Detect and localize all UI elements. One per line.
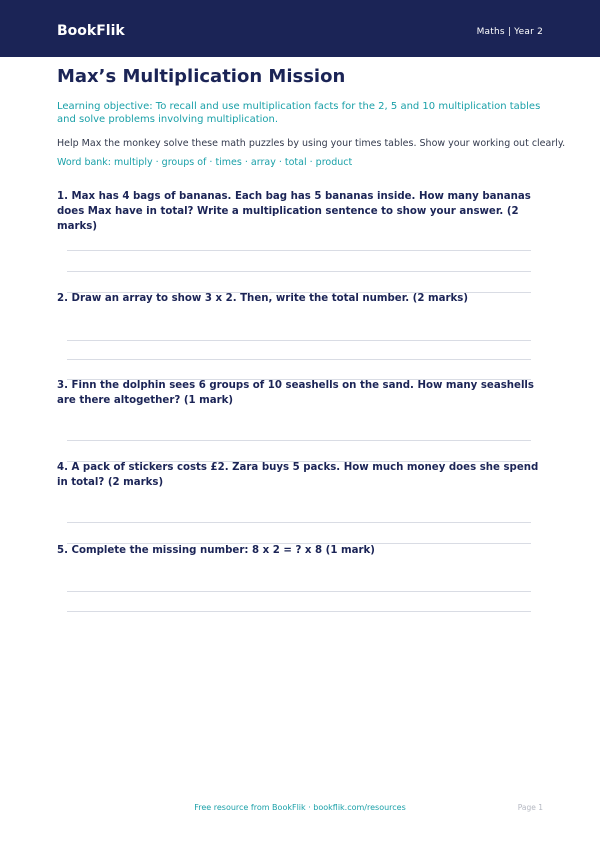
answer-line — [67, 340, 531, 341]
answer-line — [67, 522, 531, 523]
brand-logo-text: BookFlik — [57, 23, 125, 39]
page-header — [0, 0, 600, 57]
question-4: 4. A pack of stickers costs £2. Zara buys 5 packs. How much money does she spend in total? (2 marks) — [57, 462, 539, 488]
answer-line — [67, 359, 531, 360]
learning-objective: Learning objective: To recall and use multiplication facts for the 2, 5 and 10 multiplication tables and solve problems involving multiplication. — [57, 101, 541, 125]
answer-line — [67, 250, 531, 251]
question-1: 1. Max has 4 bags of bananas. Each bag has 5 bananas inside. How many bananas does Max have in total? Write a multiplication sentence to show your answer. (2 marks) — [57, 191, 531, 232]
answer-line — [67, 271, 531, 272]
page-number: Page 1 — [517, 803, 543, 812]
page-title: Max’s Multiplication Mission — [57, 66, 346, 87]
footer-resource-link[interactable]: Free resource from BookFlik · bookflik.com/resources — [194, 803, 406, 812]
answer-line — [67, 591, 531, 592]
question-5: 5. Complete the missing number: 8 x 2 = ? x 8 (1 mark) — [57, 545, 375, 556]
instructions-text: Help Max the monkey solve these math puzzles by using your times tables. Show your working out clearly. — [57, 138, 566, 149]
answer-line — [67, 440, 531, 441]
subject-year-label: Maths | Year 2 — [476, 27, 543, 37]
word-bank: Word bank: multiply · groups of · times · array · total · product — [57, 157, 353, 168]
answer-line — [67, 611, 531, 612]
question-3: 3. Finn the dolphin sees 6 groups of 10 seashells on the sand. How many seashells are there altogether? (1 mark) — [57, 380, 534, 406]
question-2: 2. Draw an array to show 3 x 2. Then, write the total number. (2 marks) — [57, 293, 468, 304]
